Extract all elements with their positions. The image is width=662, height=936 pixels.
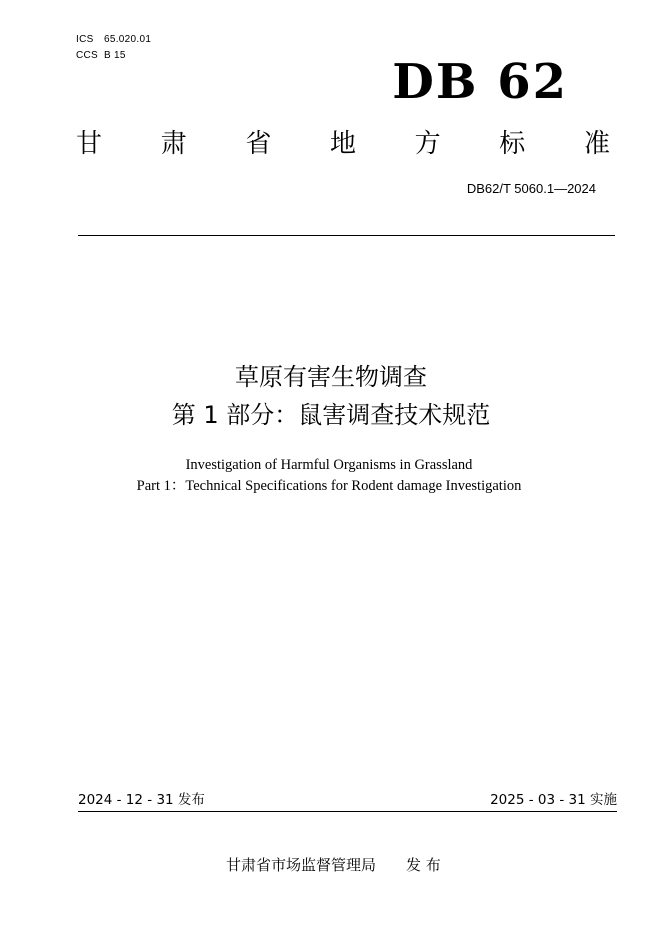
- title-en-line1: Investigation of Harmful Organisms in Grassland: [185, 457, 473, 473]
- standard-type-char: 甘: [76, 129, 103, 159]
- ics-label: ICS: [76, 34, 94, 45]
- db-logo: DB 62: [392, 54, 568, 110]
- implement-date: 2025 - 03 - 31 实施: [490, 792, 617, 808]
- issuer-line: [226, 855, 441, 875]
- header-divider: [78, 235, 615, 236]
- issuer-action: 发 布: [406, 856, 441, 874]
- ccs-value: B 15: [104, 50, 126, 61]
- standard-type-char: 标: [499, 129, 526, 159]
- standard-type-char: 方: [414, 129, 441, 159]
- ics-value: 65.020.01: [104, 34, 152, 45]
- footer-divider: [78, 811, 617, 812]
- standard-type-char: 准: [583, 129, 610, 159]
- ics-code-row: [76, 32, 151, 48]
- ccs-label: CCS: [76, 50, 99, 61]
- classification-codes: [76, 32, 151, 64]
- standard-type-char: 肃: [160, 129, 187, 159]
- standard-type-char: 省: [245, 129, 272, 159]
- issuer-org: 甘肃省市场监督管理局: [226, 856, 377, 874]
- date-row: [78, 790, 617, 810]
- standard-type-heading: [76, 126, 610, 162]
- ccs-code-row: [76, 48, 151, 64]
- standard-type-char: 地: [329, 129, 356, 159]
- publish-date: 2024 - 12 - 31 发布: [78, 792, 205, 808]
- title-cn-line1: 草原有害生物调查: [235, 363, 427, 391]
- standard-number: DB62/T 5060.1—2024: [466, 181, 596, 196]
- title-cn-line2: 第 1 部分：鼠害调查技术规范: [171, 401, 491, 429]
- title-en-line2: Part 1：Technical Specifications for Rodent damage Investigation: [136, 478, 522, 494]
